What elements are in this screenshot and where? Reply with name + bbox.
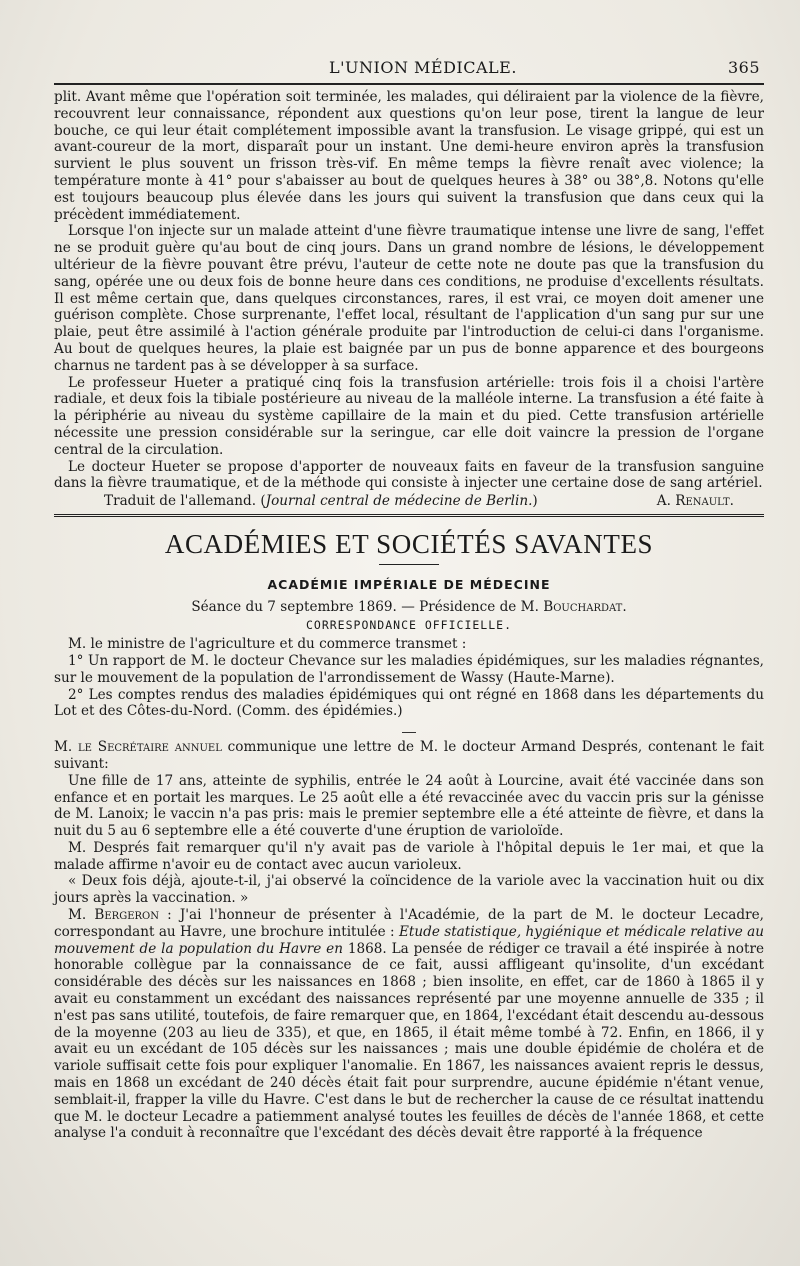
- secretary-paragraph: [54, 739, 764, 773]
- article-paragraph: Le docteur Hueter se propose d'apporter de nouveaux faits en faveur de la transfusion sanguine dans la fièvre traumatique, et de la méthode qui consiste à injecter une certaine dose de sang artériel.: [54, 458, 764, 492]
- correspondence-heading: CORRESPONDANCE OFFICIELLE.: [305, 618, 512, 633]
- section-title: ACADÉMIES ET SOCIÉTÉS SAVANTES: [164, 529, 654, 560]
- credit-text: Traduit de l'allemand. (: [104, 493, 266, 510]
- session-line: [54, 598, 764, 616]
- case-paragraph: M. Després fait remarquer qu'il n'y avait pas de variole à l'hôpital depuis le 1er mai, et que la malade affirme n'avoir eu de contact avec aucun varioleux.: [54, 839, 764, 873]
- article-paragraph: Le professeur Hueter a pratiqué cinq fois la transfusion artérielle: trois fois il a choisi l'artère radiale, et deux fois la tibiale postérieure au niveau de la malléole interne. La transfusion a été faite à la périphérie au niveau du système capillaire de la main et du pied. Cette transfusion artérielle nécessite une pression considérable sur la seringue, car elle doit vaincre la pression de l'organe central de la circulation.: [54, 374, 764, 458]
- session-text: Séance du 7 septembre 1869. — Présidence de M.: [191, 599, 544, 616]
- article-continuation: [54, 89, 764, 510]
- session-end: .: [622, 599, 627, 616]
- correspondence-item: 2° Les comptes rendus des maladies épidémiques qui ont régné en 1868 dans les départements du Lot et des Côtes-du-Nord. (Comm. des épidémies.): [54, 686, 764, 720]
- secretary-lead: M. le Secrétaire annuel: [54, 739, 222, 756]
- bergeron-text: : J'ai l'honneur de présenter à l'Académie, de la part de M. le docteur Lecadre, correspondant au Havre, une brochure intitulée :: [54, 907, 764, 940]
- journal-title: L'UNION MÉDICALE.: [329, 58, 517, 77]
- credit-close: ): [532, 493, 538, 510]
- case-paragraph: Une fille de 17 ans, atteinte de syphilis, entrée le 24 août à Lourcine, avait été vaccinée dans son enfance et en portait les marques. Le 25 août elle a été revaccinée avec du vaccin pris sur la génisse de M. Lanoix; le vaccin n'a pas pris: mais le premier septembre elle a été atteinte de fièvre, et dans la nuit du 5 au 6 septembre elle a été couverte d'une éruption de varioloïde.: [54, 772, 764, 840]
- bergeron-paragraph: [54, 907, 764, 1142]
- section-divider: [54, 514, 764, 519]
- secretary-text: communique une lettre de M. le docteur Armand Després, contenant le fait suivant:: [54, 739, 764, 772]
- academy-heading: ACADÉMIE IMPÉRIALE DE MÉDECINE: [267, 577, 551, 593]
- correspondence-intro: M. le ministre de l'agriculture et du commerce transmet :: [68, 636, 467, 653]
- translation-credit: [104, 492, 538, 510]
- separator-dash: [54, 724, 764, 733]
- page-number: 365: [727, 58, 760, 77]
- title-rule: [379, 564, 439, 565]
- bergeron-text-continued: 1868. La pensée de rédiger ce travail a été inspirée à notre honorable collègue par la connaissance de ce fait, aussi affligeant qu'insolite, d'un excédant considérable des décès sur les naissances en 1868 ; bien insolite, en effet, car de 1860 à 1865 il y avait eu constamment un excédant des naissances représenté par une moyenne annuelle de 335 ; il n'est pas sans utilité, toutefois, de faire remarquer que, en 1864, l'excédant était descendu au-dessous de la moyenne (203 au lieu de 335), et que, en 1865, il était même tombé à 72. Enfin, en 1866, il y avait eu un excédant de 105 décès sur les naissances ; mais une double épidémie de choléra et de variole suffisait cette fois pour expliquer l'anomalie. En 1867, les naissances avaient repris le dessus, mais en 1868 un excédant de 240 décès était fait pour surprendre, aucune épidémie n'étant venue, semblait-il, frapper la ville du Havre. C'est dans le but de rechercher la cause de ce résultat inattendu que M. le docteur Lecadre a patiemment analysé toutes les feuilles de décès de l'année 1868, et cette analyse l'a conduit à reconnaître que l'excédant des décès devait être rapporté à la fréquence: [54, 940, 764, 1142]
- correspondence-item: 1° Un rapport de M. le docteur Chevance sur les maladies épidémiques, sur les maladies régnantes, sur le mouvement de la population de l'arrondissement de Wassy (Haute-Marne).: [54, 652, 764, 686]
- running-header: [54, 58, 764, 83]
- article-paragraph: Lorsque l'on injecte sur un malade atteint d'une fièvre traumatique intense une livre de sang, l'effet ne se produit guère qu'au bout de cinq jours. Dans un grand nombre de lésions, le développement ultérieur de la fièvre pouvant être prévu, l'auteur de cette note ne doute pas que la transfusion du sang, opérée une ou deux fois de bonne heure dans ces conditions, ne produise d'excellents résultats. Il est même certain que, dans quelques circonstances, rares, il est vrai, ce moyen doit amener une guérison complète. Chose surprenante, l'effet local, résultant de l'application d'un sang pur sur une plaie, peut être assimilé à l'action générale produite par l'introduction de celui-ci dans l'organisme. Au bout de quelques heures, la plaie est baignée par un pus de bonne apparence et des bourgeons charnus ne tardent pas à se développer à sa surface.: [54, 223, 764, 374]
- article-signature: [54, 492, 764, 510]
- president-name: Bouchardat: [543, 599, 623, 616]
- source-journal: Journal central de médecine de Berlin.: [265, 493, 533, 510]
- case-paragraph: « Deux fois déjà, ajoute-t-il, j'ai observé la coïncidence de la variole avec la vaccination huit ou dix jours après la vaccination. »: [54, 873, 764, 907]
- brochure-title: Etude statistique, hygiénique et médicale relative au mouvement de la population du Havre en: [54, 923, 765, 957]
- author-name: A. Renault.: [656, 493, 734, 510]
- article-paragraph: plit. Avant même que l'opération soit terminée, les malades, qui déliraient par la violence de la fièvre, recouvrent leur connaissance, répondent aux questions qu'on leur pose, tirent la langue de leur bouche, ce qui leur était complétement impossible avant la transfusion. Le visage grippé, qui est un avant-coureur de la mort, disparaît pour un instant. Une demi-heure environ après la transfusion survient le plus souvent un frisson très-vif. En même temps la fièvre renaît avec violence; la température monte à 41° pour s'abaisser au bout de quelques heures à 38° ou 38°,8. Notons qu'elle est toujours beaucoup plus élevée dans les jours qui suivent la transfusion que dans ceux qui la précèdent immédiatement.: [54, 89, 764, 223]
- bergeron-lead: M. Bergeron: [68, 907, 159, 924]
